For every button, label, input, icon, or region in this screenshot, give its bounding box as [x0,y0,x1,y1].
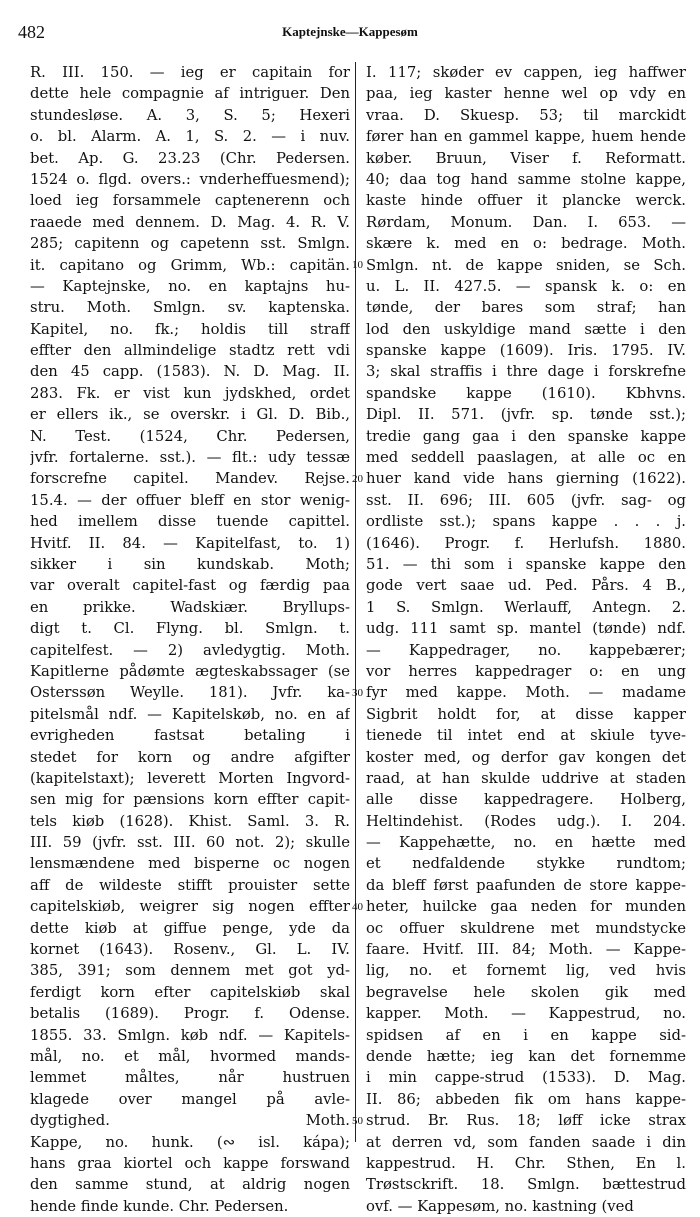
text-line: stundesløse. A. 3, S. 5; Hexeri [30,106,350,124]
text-line: dette hele compagnie af intriguer. Den [30,85,350,103]
text-line: 1 S. Smlgn. Werlauff, Antegn. 2. [366,598,686,616]
text-line: 385, 391; som dennem met got yd- [30,962,350,980]
text-line: kappestrud. H. Chr. Sthen, En l. [366,1154,686,1172]
text-line: i min cappe-strud (1533). D. Mag. [366,1069,686,1087]
text-line: III. 59 (jvfr. sst. III. 60 not. 2); skulle [30,834,350,852]
text-line: — Kaptejnske, no. en kaptajns hu- [30,277,350,295]
text-line: evrigheden fastsat betaling i [30,727,350,745]
text-line: (1646). Progr. f. Herlufsh. 1880. [366,534,686,552]
text-line: N. Test. (1524, Chr. Pedersen, [30,427,350,445]
text-line: raaede med dennem. D. Mag. 4. R. V. [30,213,350,231]
text-line: spidsen af en i en kappe sid- [366,1026,686,1044]
text-line: oc offuer skuldrene met mundstycke [366,919,686,937]
text-line: u. L. II. 427.5. — spansk k. o: en [366,277,686,295]
text-line: klagede over mangel på avle- [30,1090,350,1108]
text-line: dygtighed. Moth. [30,1112,350,1130]
text-line: tønde, der bares som straf; han [366,299,686,317]
running-head: Kaptejnske—Kappesøm [282,24,418,39]
text-line: forscrefne capitel. Mandev. Rejse. [30,470,350,488]
text-line: Kappe, no. hunk. (∾ isl. kápa); [30,1133,350,1151]
text-line: lemmet måltes, når hustruen [30,1069,350,1087]
text-line: — Kappedrager, no. kappebærer; [366,641,686,659]
text-line: effter den allmindelige stadtz rett vdi [30,342,350,360]
text-line: aff de wildeste stifft prouister sette [30,876,350,894]
text-line: vor herres kappedrager o: en ung [366,662,686,680]
text-line: stru. Moth. Smlgn. sv. kaptenska. [30,299,350,317]
text-line: sst. II. 696; III. 605 (jvfr. sag- og [366,491,686,509]
text-line: bet. Ap. G. 23.23 (Chr. Pedersen. [30,149,350,167]
text-line: køber. Bruun, Viser f. Reformatt. [366,149,686,167]
text-line: et nedfaldende stykke rundtom; [366,855,686,873]
text-line: 1524 o. flgd. overs.: vnderheffuesmend); [30,170,350,188]
text-line: o. bl. Alarm. A. 1, S. 2. — i nuv. [30,128,350,146]
text-line: udg. 111 samt sp. mantel (tønde) ndf. [366,620,686,638]
text-line: kapper. Moth. — Kappestrud, no. [366,1005,686,1023]
text-line: 285; capitenn og capetenn sst. Smlgn. [30,235,350,253]
text-line: begravelse hele skolen gik med [366,983,686,1001]
text-line: heter, huilcke gaa neden for munden [366,898,686,916]
text-line: vraa. D. Skuesp. 53; til marckidt [366,106,686,124]
text-line: en prikke. Wadskiær. Bryllups- [30,598,350,616]
text-line: spandske kappe (1610). Kbhvns. [366,384,686,402]
text-line: paa, ieg kaster henne wel op vdy en [366,85,686,103]
text-line: capitelfest. — 2) avledygtig. Moth. [30,641,350,659]
text-line: Kapitel, no. fk.; holdis till straff [30,320,350,338]
text-line: da bleff først paafunden de store kappe- [366,876,686,894]
text-line: skære k. med en o: bedrage. Moth. [366,235,686,253]
line-number: 40 [352,900,363,913]
text-line: koster med, og derfor gav kongen det [366,748,686,766]
text-line: 15.4. — der offuer bleff en stor wenig- [30,491,350,509]
text-line: dette kiøb at giffue penge, yde da [30,919,350,937]
text-line: 283. Fk. er vist kun jydskhed, ordet [30,384,350,402]
text-line: capitelskiøb, weigrer sig nogen effter [30,898,350,916]
text-line: tels kiøb (1628). Khist. Saml. 3. R. [30,812,350,830]
text-line: lod den uskyldige mand sætte i den [366,320,686,338]
text-line: 1855. 33. Smlgn. køb ndf. — Kapitels- [30,1026,350,1044]
text-line: den 45 capp. (1583). N. D. Mag. II. [30,363,350,381]
left-column [30,62,350,1217]
text-line: 51. — thi som i spanske kappe den [366,555,686,573]
text-line: Smlgn. nt. de kappe sniden, se Sch. [366,256,686,274]
text-line: Kapitlerne pådømte ægteskabssager (se [30,662,350,680]
text-line: tredie gang gaa i den spanske kappe [366,427,686,445]
text-line: fyr med kappe. Moth. — madame [366,684,686,702]
text-line: dende hætte; ieg kan det fornemme [366,1047,686,1065]
text-line: mål, no. et mål, hvormed mands- [30,1047,350,1065]
text-line: ferdigt korn efter capitelskiøb skal [30,983,350,1001]
text-line: jvfr. fortalerne. sst.). — flt.: udy tessæ [30,449,350,467]
text-line: spanske kappe (1609). Iris. 1795. IV. [366,342,686,360]
text-line: tienede til intet end at skiule tyve- [366,727,686,745]
text-line: sikker i sin kundskab. Moth; [30,555,350,573]
text-line: (kapitelstaxt); leverett Morten Ingvord- [30,769,350,787]
text-line: med seddell paaslagen, at alle oc en [366,449,686,467]
text-line: gode vert saae ud. Ped. Pårs. 4 B., [366,577,686,595]
text-line: er ellers ik., se overskr. i Gl. D. Bib., [30,406,350,424]
text-line: Dipl. II. 571. (jvfr. sp. tønde sst.); [366,406,686,424]
text-line: digt t. Cl. Flyng. bl. Smlgn. t. [30,620,350,638]
text-line: alle disse kappedragere. Holberg, [366,791,686,809]
right-column [366,62,686,1217]
text-line: den samme stund, at aldrig nogen [30,1176,350,1194]
text-line: at derren vd, som fanden saade i din [366,1133,686,1151]
text-line: pitelsmål ndf. — Kapitelskøb, no. en af [30,705,350,723]
text-line: ovf. — Kappesøm, no. kastning (ved [366,1197,634,1215]
line-number: 30 [352,686,363,699]
text-line: 3; skal straffis i thre dage i forskrefne [366,363,686,381]
line-number: 50 [352,1114,363,1127]
text-line: — Kappehætte, no. en hætte med [366,834,686,852]
page-header [18,22,682,44]
text-line: hans graa kiortel och kappe forswand [30,1154,350,1172]
text-line: var overalt capitel-fast og færdig paa [30,577,350,595]
text-line: Rørdam, Monum. Dan. I. 653. — [366,213,686,231]
text-line: kornet (1643). Rosenv., Gl. L. IV. [30,941,350,959]
text-line: huer kand vide hans gierning (1622). [366,470,686,488]
text-line: kaste hinde offuer it plancke werck. [366,192,686,210]
text-line: hende finde kunde. Chr. Pedersen. [30,1197,289,1215]
text-line: stedet for korn og andre afgifter [30,748,350,766]
text-line: loed ieg forsammele captenerenn och [30,192,350,210]
text-line: R. III. 150. — ieg er capitain for [30,64,350,81]
text-line: lensmændene med bisperne oc nogen [30,855,350,873]
text-line: lig, no. et fornemt lig, ved hvis [366,962,686,980]
column-divider [355,62,356,1142]
page-number: 482 [18,22,45,42]
text-line: it. capitano og Grimm, Wb.: capitän. [30,256,350,274]
text-line: sen mig for pænsions korn effter capit- [30,791,350,809]
text-line: 40; daa tog hand samme stolne kappe, [366,170,686,188]
line-number: 20 [352,472,363,485]
text-line: Osterssøn Weylle. 181). Jvfr. ka- [30,684,350,702]
text-line: betalis (1689). Progr. f. Odense. [30,1005,350,1023]
text-line: Trøstsckrift. 18. Smlgn. bættestrud [366,1176,686,1194]
text-line: ordliste sst.); spans kappe . . . j. [366,513,686,531]
text-line: strud. Br. Rus. 18; løff icke strax [366,1112,686,1130]
text-line: Heltindehist. (Rodes udg.). I. 204. [366,812,686,830]
text-line: Sigbrit holdt for, at disse kapper [366,705,686,723]
text-line: I. 117; skøder ev cappen, ieg haffwer [366,64,686,81]
text-line: raad, at han skulde uddrive at staden [366,769,686,787]
text-line: hed imellem disse tuende capittel. [30,513,350,531]
text-line: II. 86; abbeden fik om hans kappe- [366,1090,686,1108]
text-line: fører han en gammel kappe, huem hende [366,128,686,146]
text-line: Hvitf. II. 84. — Kapitelfast, to. 1) [30,534,350,552]
text-line: faare. Hvitf. III. 84; Moth. — Kappe- [366,941,686,959]
line-number: 10 [352,258,363,271]
